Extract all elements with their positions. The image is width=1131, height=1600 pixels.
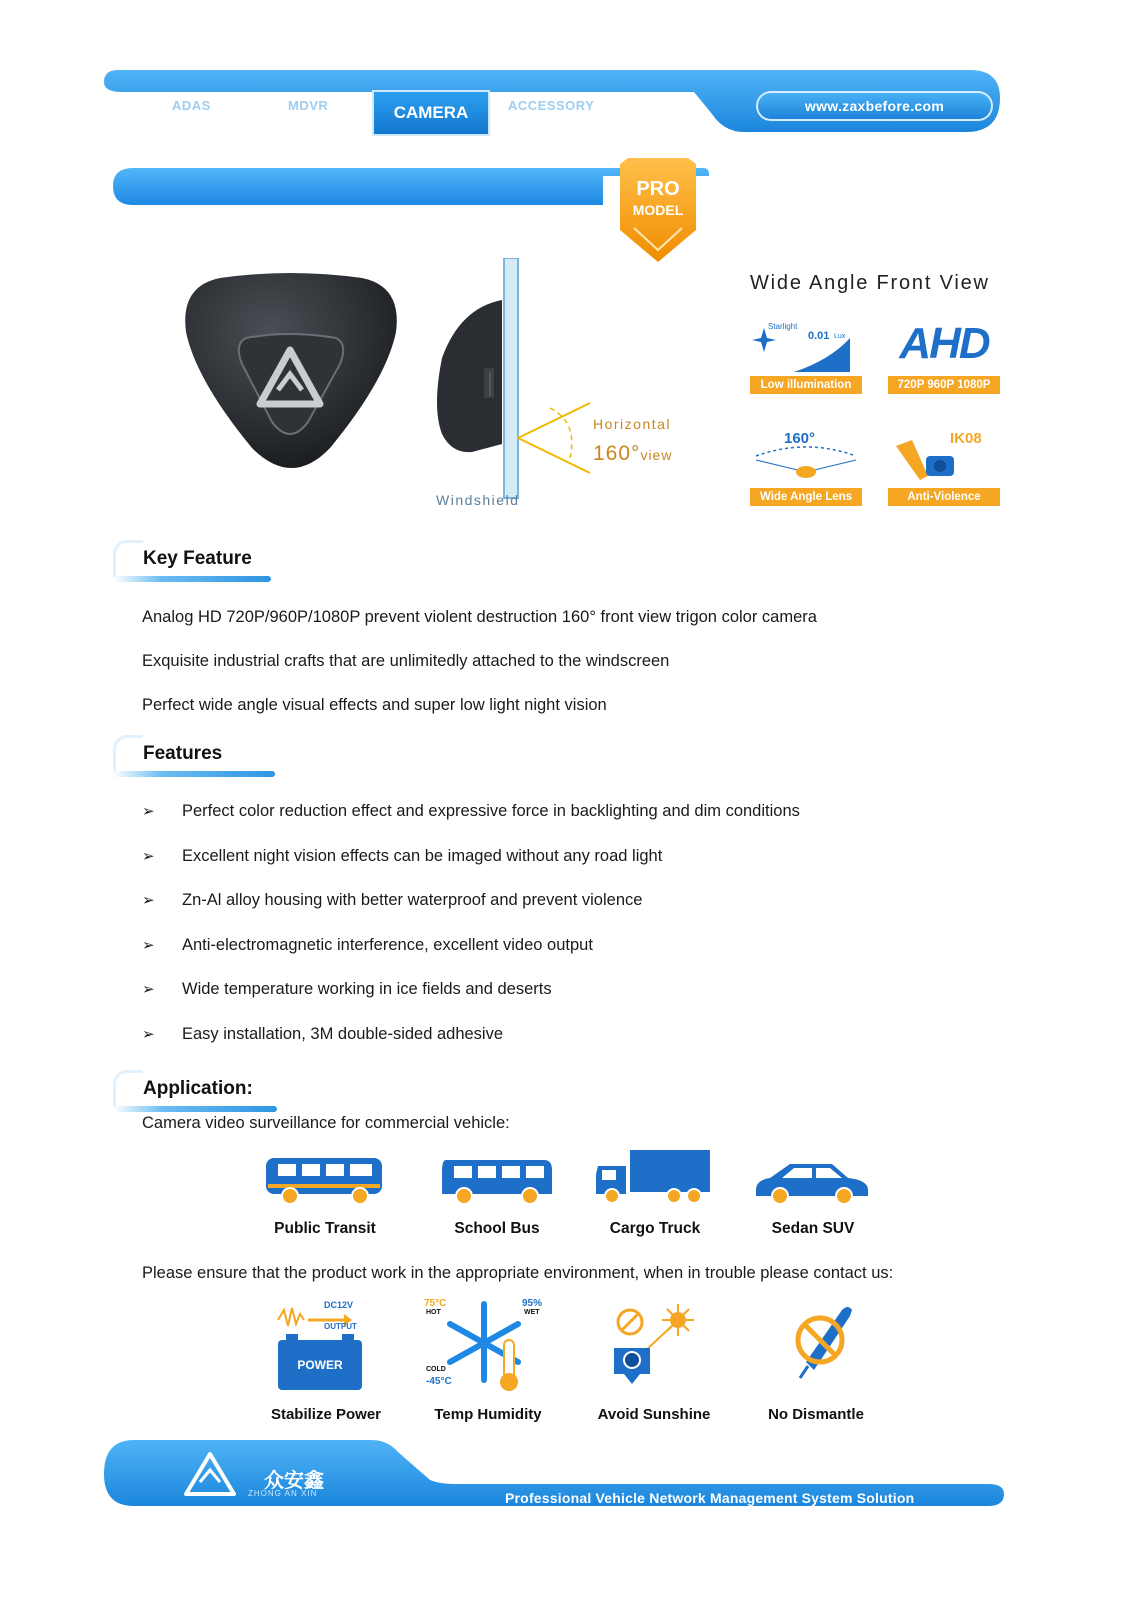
power-icon (256, 1300, 396, 1396)
windshield-label: Windshield (436, 492, 520, 508)
badge-line-1: PRO (636, 178, 680, 200)
wet-text: WET (524, 1309, 540, 1316)
view-title: Wide Angle Front View (750, 272, 990, 294)
heading-decoration (113, 1070, 143, 1110)
angle-label: Horizontal (593, 416, 672, 432)
heading-decoration (113, 540, 143, 580)
cold-text: COLD (426, 1366, 446, 1373)
website-link[interactable]: www.zaxbefore.com (756, 91, 993, 121)
vehicle-label: Cargo Truck (609, 1220, 701, 1237)
feature-wide-angle (750, 430, 862, 506)
no-dismantle-icon (746, 1300, 886, 1396)
power-text: POWER (297, 1358, 343, 1372)
nav-item-accessory[interactable]: ACCESSORY (508, 98, 595, 113)
feature-text: Wide temperature working in ice fields and deserts (182, 980, 552, 998)
heading-decoration (113, 735, 143, 775)
env-label: Temp Humidity (434, 1406, 542, 1423)
bus-icon (260, 1150, 390, 1210)
heading-underline (113, 771, 275, 777)
vehicle-cargo-truck (590, 1150, 720, 1240)
application-intro: Camera video surveillance for commercial vehicle: (142, 1114, 510, 1132)
feature-text: Zn-Al alloy housing with better waterproof and prevent violence (182, 891, 643, 909)
brand-logo-icon (184, 1452, 236, 1496)
env-temp-humidity (418, 1296, 558, 1426)
vehicle-label: Sedan SUV (771, 1220, 855, 1237)
starlight-text: Starlight (768, 322, 798, 331)
env-no-dismantle (746, 1300, 886, 1430)
ik08-text: IK08 (950, 430, 982, 447)
key-feature-heading (113, 540, 271, 584)
feature-bullet-item (142, 802, 800, 821)
feature-label: Wide Angle Lens (750, 488, 862, 506)
vehicle-label: School Bus (454, 1220, 540, 1237)
cold-temp-text: -45°C (426, 1376, 452, 1387)
bullet-arrow-icon: ➢ (142, 848, 155, 865)
angle-suffix: view (640, 447, 673, 463)
bullet-arrow-icon: ➢ (142, 892, 155, 909)
application-heading (113, 1070, 277, 1114)
sun-camera-icon (584, 1300, 724, 1396)
vehicle-sedan-suv (748, 1150, 878, 1240)
key-feature-line: Analog HD 720P/960P/1080P prevent violent destruction 160° front view trigon color camera (142, 608, 817, 626)
feature-ahd (888, 318, 1000, 394)
badge-line-2: MODEL (632, 202, 684, 218)
key-feature-line: Exquisite industrial crafts that are unlimitedly attached to the windscreen (142, 652, 670, 670)
feature-label: Anti-Violence (888, 488, 1000, 506)
output-text: OUTPUT (324, 1322, 357, 1331)
feature-text: Easy installation, 3M double-sided adhesive (182, 1025, 504, 1043)
bullet-arrow-icon: ➢ (142, 1026, 155, 1043)
env-stabilize-power (256, 1300, 396, 1430)
env-label: Stabilize Power (270, 1406, 382, 1423)
feature-anti-violence (888, 430, 1000, 506)
camera-side-diagram (420, 258, 700, 508)
heading-text: Application: (143, 1078, 253, 1099)
vehicle-label: Public Transit (274, 1220, 376, 1237)
lux-value: 0.01 (808, 330, 830, 342)
nav-item-camera[interactable]: CAMERA (372, 90, 490, 136)
env-label: No Dismantle (768, 1406, 864, 1423)
nav-item-mdvr[interactable]: MDVR (288, 98, 329, 113)
angle-value (593, 442, 672, 466)
vehicle-school-bus (432, 1150, 562, 1240)
heading-underline (113, 576, 271, 582)
heading-text: Features (143, 743, 223, 764)
feature-low-illumination (750, 318, 862, 394)
truck-icon (590, 1150, 720, 1210)
environment-notice: Please ensure that the product work in the appropriate environment, when in trouble please contact us: (142, 1264, 894, 1282)
feature-text: Perfect color reduction effect and expressive force in backlighting and dim conditions (182, 802, 800, 820)
feature-label: Low illumination (750, 376, 862, 394)
key-feature-line: Perfect wide angle visual effects and super low light night vision (142, 696, 607, 714)
bullet-arrow-icon: ➢ (142, 803, 155, 820)
camera-front-image (180, 272, 402, 486)
feature-bullet-item (142, 936, 593, 955)
footer-brand-sub: ZHONG AN XIN (248, 1489, 318, 1498)
wide-angle-degree: 160° (784, 430, 816, 447)
feature-bullet-item (142, 891, 642, 910)
feature-bullet-item (142, 847, 662, 866)
dc12v-text: DC12V (324, 1300, 354, 1310)
starlight-icon (750, 318, 862, 374)
footer-brand: 众安鑫 (264, 1470, 324, 1492)
bullet-arrow-icon: ➢ (142, 937, 155, 954)
env-label: Avoid Sunshine (597, 1406, 711, 1423)
sedan-icon (748, 1150, 878, 1210)
heading-underline (113, 1106, 277, 1112)
hot-text: HOT (426, 1309, 441, 1316)
feature-text: Anti-electromagnetic interference, excellent video output (182, 936, 593, 954)
feature-label: 720P 960P 1080P (888, 376, 1000, 394)
hammer-icon (888, 430, 1000, 486)
angle-degrees: 160° (593, 442, 641, 465)
hot-temp-text: 75°C (424, 1298, 447, 1309)
heading-text: Key Feature (143, 548, 252, 569)
school-bus-icon (432, 1150, 562, 1210)
vehicle-public-transit (260, 1150, 390, 1240)
feature-bullet-item (142, 980, 552, 999)
wet-value-text: 95% (522, 1298, 543, 1309)
nav-item-adas[interactable]: ADAS (172, 98, 211, 113)
lux-unit: Lux (834, 333, 846, 340)
bullet-arrow-icon: ➢ (142, 981, 155, 998)
env-avoid-sunshine (584, 1300, 724, 1430)
feature-bullet-item (142, 1025, 503, 1044)
ahd-logo-icon: AHD (899, 319, 989, 368)
pro-model-badge (620, 158, 696, 264)
footer-slogan: Professional Vehicle Network Management System Solution (505, 1490, 915, 1506)
features-heading (113, 735, 275, 779)
feature-text: Excellent night vision effects can be imaged without any road light (182, 847, 663, 865)
